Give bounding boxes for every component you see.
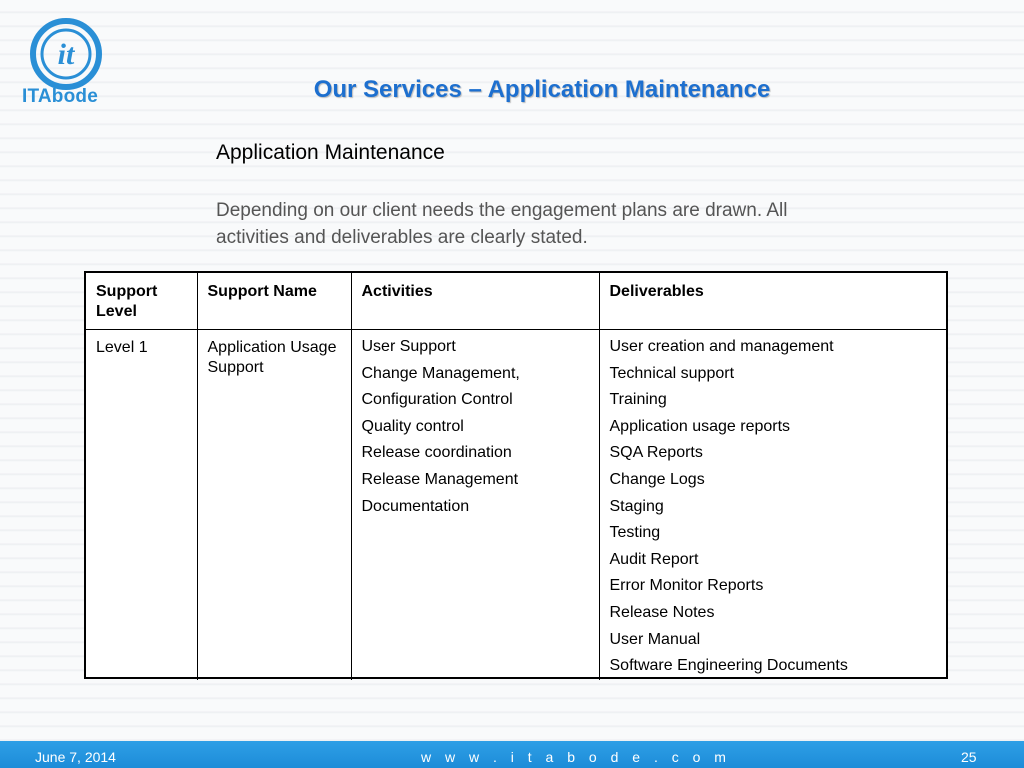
cell-support-level: Level 1 — [86, 330, 197, 680]
deliverable-item: Technical support — [609, 364, 735, 382]
activity-item: Configuration Control — [361, 391, 513, 409]
deliverable-item: SQA Reports — [609, 444, 703, 462]
deliverable-item: Staging — [609, 497, 664, 515]
table-row — [86, 330, 946, 680]
activity-item: Change Management, — [361, 364, 520, 382]
cell-deliverables — [599, 330, 946, 680]
deliverable-item: Release Notes — [609, 603, 715, 621]
table-header-row — [86, 273, 946, 330]
activity-item: Release Management — [361, 470, 519, 488]
slide-title: Our Services – Application Maintenance — [313, 76, 771, 103]
deliverable-item: Change Logs — [609, 470, 705, 488]
deliverable-item: Testing — [609, 524, 661, 542]
svg-text:it: it — [57, 38, 75, 71]
activity-item: Quality control — [361, 417, 464, 435]
deliverable-item: Application usage reports — [609, 417, 791, 435]
header-deliverables: Deliverables — [599, 273, 946, 330]
deliverable-item: User Manual — [609, 630, 701, 648]
deliverable-item: Training — [609, 391, 667, 409]
brand-name: ITAbode — [22, 86, 98, 107]
header-support-name: Support Name — [197, 273, 351, 330]
description-text: Depending on our client needs the engagement plans are drawn. All activities and deliverables are clearly stated. — [216, 200, 788, 248]
deliverable-item: Error Monitor Reports — [609, 577, 764, 595]
section-heading: Application Maintenance — [216, 141, 445, 164]
deliverable-item: User creation and management — [609, 338, 834, 355]
footer-date: June 7, 2014 — [35, 749, 116, 765]
page-number: 25 — [961, 749, 977, 765]
footer-bar — [0, 741, 1024, 768]
cell-support-name: Application Usage Support — [197, 330, 351, 680]
activity-item: Release coordination — [361, 444, 512, 462]
activity-item: User Support — [361, 338, 456, 355]
deliverable-item: Audit Report — [609, 550, 699, 568]
cell-activities — [351, 330, 599, 680]
header-support-level: Support Level — [86, 273, 197, 330]
activity-item: Documentation — [361, 497, 470, 515]
footer-website-link[interactable]: w w w . i t a b o d e . c o m — [421, 749, 731, 765]
services-table — [84, 271, 948, 679]
header-activities: Activities — [351, 273, 599, 330]
deliverable-item: Software Engineering Documents — [609, 657, 848, 675]
